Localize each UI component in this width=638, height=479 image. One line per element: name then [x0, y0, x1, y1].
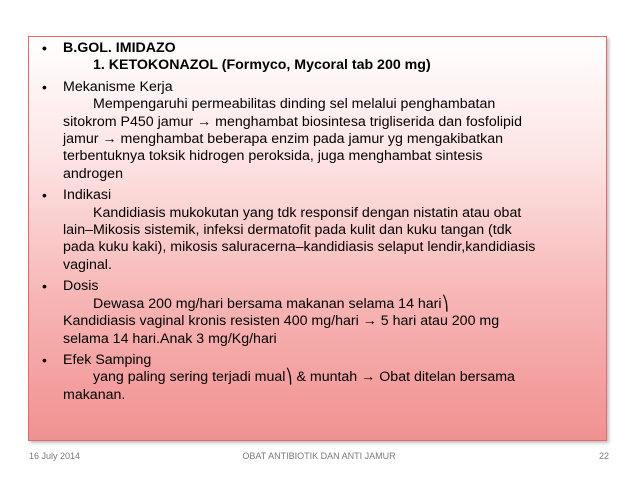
section-label: Indikasi	[63, 187, 112, 204]
body-line: makanan.	[63, 386, 126, 403]
section-mekanisme	[37, 79, 598, 96]
body-line: pada kuku kaki), mikosis saluracerna–kandidiasis selaput lendir,kandidiasis	[63, 239, 536, 256]
subheading: 1. KETOKONAZOL (Formyco, Mycoral tab 200 mg)	[93, 57, 431, 74]
footer-title: OBAT ANTIBIOTIK DAN ANTI JAMUR	[242, 451, 396, 461]
section-body	[37, 96, 598, 183]
footer-date: 16 July 2014	[29, 451, 81, 461]
section-efek-samping	[37, 352, 598, 369]
body-line: androgen	[63, 165, 123, 182]
section-body	[37, 369, 598, 404]
body-line: Kandidiasis vaginal kronis resisten 400 mg/hari → 5 hari atau 200 mg	[63, 313, 500, 330]
heading-bullet	[37, 40, 598, 57]
section-body	[37, 205, 598, 275]
bullet-icon: •	[42, 187, 47, 204]
body-line: lain–Mikosis sistemik, infeksi dermatofit pada kulit dan kuku tangan (tdk	[63, 222, 512, 239]
footer-page-number: 22	[598, 451, 609, 461]
body-line: Kandidiasis mukokutan yang tdk responsif dengan nistatin atau obat	[93, 204, 522, 221]
section-label: Dosis	[63, 278, 99, 295]
content-box	[28, 36, 607, 441]
body-line: sitokrom P450 jamur → menghambat biosintesa trigliserida dan fosfolipid	[63, 113, 522, 130]
body-line: jamur → menghambat beberapa enzim pada jamur yg mengakibatkan	[63, 131, 504, 148]
section-label: Efek Samping	[63, 351, 152, 368]
bullet-icon: •	[42, 78, 47, 95]
section-dosis	[37, 278, 598, 295]
bullet-icon: •	[42, 351, 47, 368]
body-line: Dewasa 200 mg/hari bersama makanan selama 14 hari⎞	[93, 295, 449, 312]
section-label: Mekanisme Kerja	[63, 78, 173, 95]
body-line: vaginal.	[63, 256, 112, 273]
section-indikasi	[37, 187, 598, 204]
section-body	[37, 296, 598, 348]
body-line: terbentuknya toksik hidrogen peroksida, juga menghambat sintesis	[63, 148, 483, 165]
heading: B.GOL. IMIDAZO	[63, 40, 176, 56]
bullet-icon: •	[42, 40, 47, 56]
body-line: Mempengaruhi permeabilitas dinding sel melalui penghambatan	[93, 96, 496, 113]
body-line: selama 14 hari.Anak 3 mg/Kg/hari	[63, 330, 277, 347]
body-line: yang paling sering terjadi mual⎞ & muntah → Obat ditelan bersama	[93, 369, 515, 386]
bullet-icon: •	[42, 278, 47, 295]
